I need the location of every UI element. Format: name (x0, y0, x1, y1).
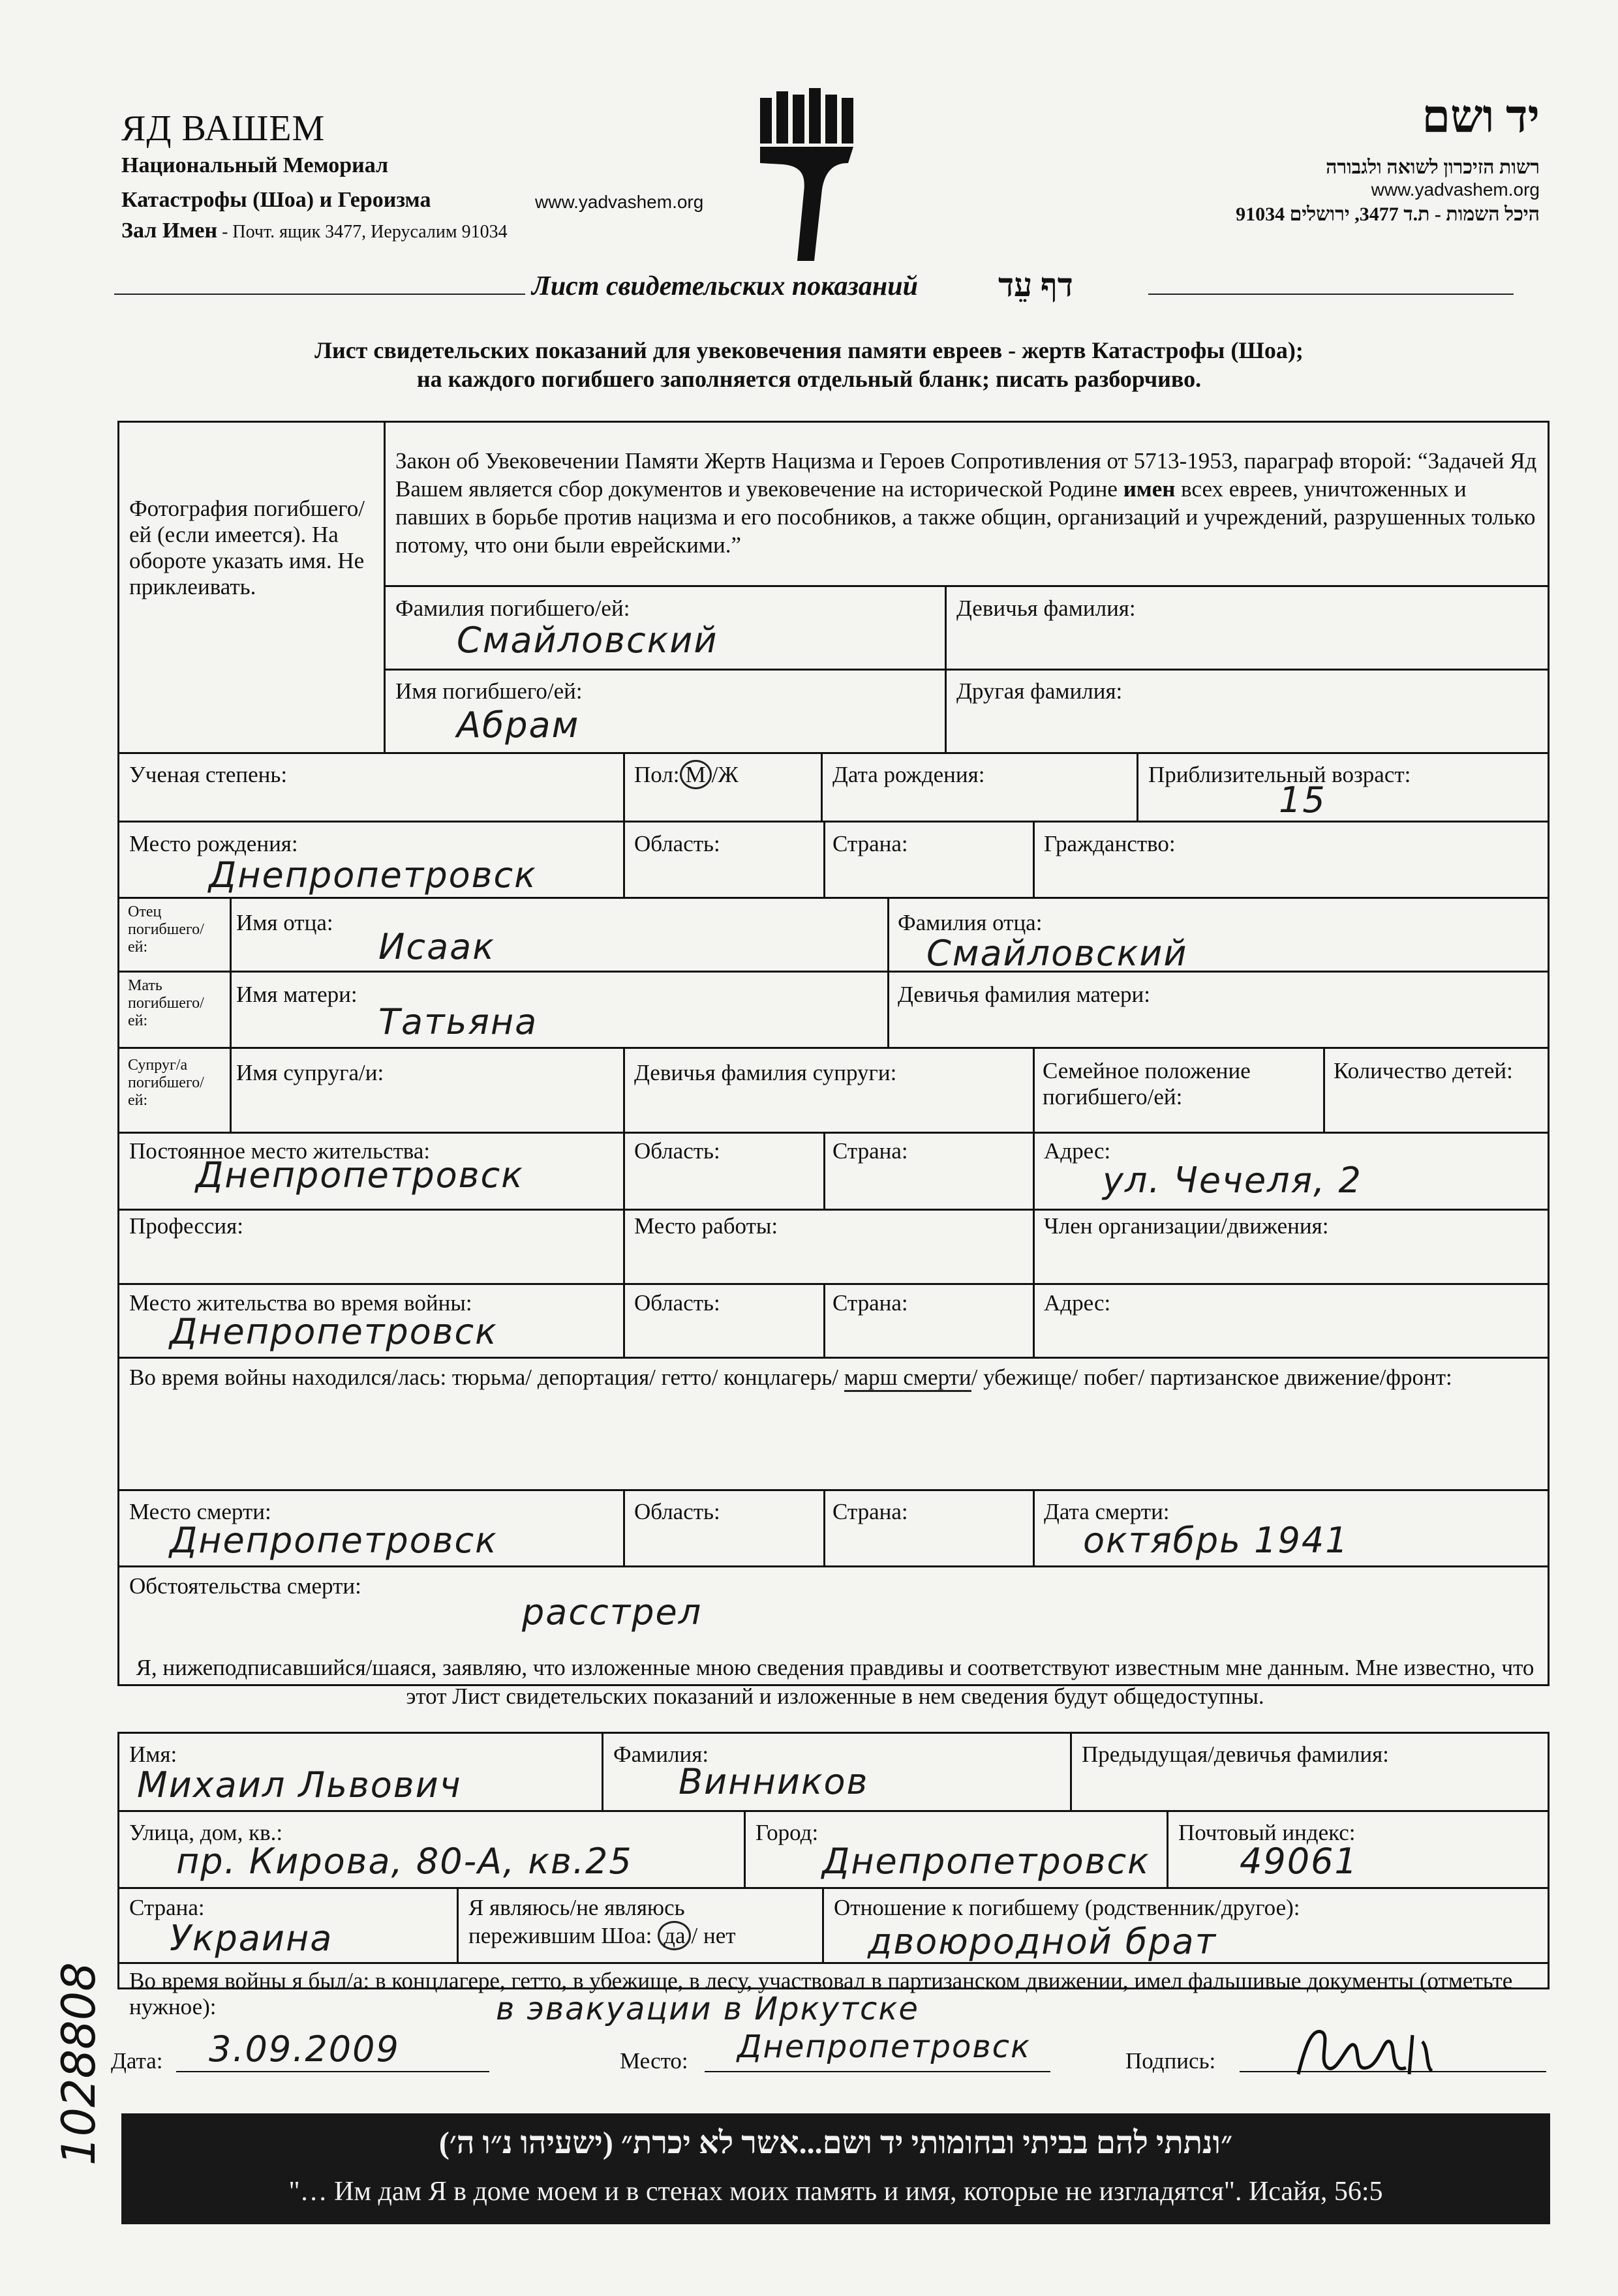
row-line (117, 1132, 1549, 1134)
survivor-text: пережившим Шоа: (468, 1923, 658, 1948)
label-date: Дата: (111, 2048, 163, 2074)
law-quote-bold: имен (1123, 476, 1176, 502)
col-line (744, 1810, 746, 1887)
law-quote-part2: всех евреев, уничтоженных и павших в борьбе против нацизма и его пособников, а также общин, организаций и учреждений, разрушенных только потому, что они были еврейскими.” (395, 476, 1536, 558)
place-underline (705, 2071, 1050, 2072)
label-mother-maiden: Девичья фамилия матери: (898, 982, 1150, 1007)
row-line (117, 1887, 1549, 1889)
header-line-holocaust: Катастрофы (Шоа) и Героизма (121, 188, 431, 212)
col-line (822, 1887, 824, 1962)
col-line (623, 1047, 625, 1132)
header-title-ru: ЯД ВАШЕМ (121, 108, 326, 149)
label-sex (634, 762, 739, 788)
war-status-marked: марш смерти (844, 1365, 971, 1392)
col-line (1033, 1283, 1035, 1357)
footer-quote-ru: "… Им дам Я в доме моем и в стенах моих память и имя, которые не изгладятся". Исайя, 56:5 (288, 2177, 1383, 2207)
row-line (384, 585, 1549, 587)
label-degree: Ученая степень: (129, 762, 288, 787)
col-line (823, 1489, 825, 1565)
value-death-circumstances: расстрел (522, 1592, 703, 1633)
header-title-he: יד ושם (1422, 92, 1540, 142)
label-submitter-zip: Почтовый индекс: (1178, 1820, 1356, 1845)
col-line (1137, 752, 1138, 821)
value-submitter-war-status: в эвакуации в Иркутске (496, 1991, 919, 2027)
victim-form-box (117, 421, 1549, 1686)
col-line (230, 897, 232, 1132)
row-line (117, 897, 1549, 899)
label-submitter-war-status: Во время войны я был/а: в концлагере, гетто, в убежище, в лесу, участвовал в партизанском движении, имел фальшивые документы (отметьте нужное): (129, 1968, 1513, 2019)
value-death-place: Днепропетровск (170, 1520, 498, 1561)
label-survivor-line-1: Я являюсь/не являюсь (468, 1895, 685, 1920)
value-date: 3.09.2009 (209, 2029, 400, 2070)
intro-line-2: на каждого погибшего заполняется отдельный бланк; писать разборчиво. (416, 366, 1202, 392)
col-line (1033, 1489, 1035, 1565)
signature-scribble (1292, 2022, 1442, 2087)
label-signature: Подпись: (1125, 2048, 1216, 2074)
col-line (457, 1887, 459, 1962)
row-line (117, 821, 1549, 823)
label-approx-age: Приблизительный возраст: (1148, 762, 1411, 787)
value-submitter-city: Днепропетровск (822, 1841, 1150, 1882)
label-birth-place: Место рождения: (129, 831, 298, 856)
value-residence: Днепропетровск (196, 1155, 524, 1196)
value-submitter-street: пр. Кирова, 80-А, кв.25 (176, 1841, 633, 1882)
label-war-residence: Место жительства во время войны: (129, 1290, 472, 1316)
value-place: Днепропетровск (737, 2029, 1031, 2065)
col-line (1033, 1047, 1035, 1132)
value-approx-age: 15 (1279, 779, 1326, 821)
label-war-status (129, 1365, 1538, 1391)
law-quote (395, 447, 1537, 559)
footer-quote-he: ״ונתתי להם בביתי ובחומותי יד ושם...אשר לא יכרת״ (ישעיהו נ״ו ה׳) (438, 2126, 1233, 2160)
law-quote-part1: Закон об Увековечении Памяти Жертв Нацизма и Героев Сопротивления от 5713-1953, параграф второй: “Задачей Яд Вашем является сбор документов и увековечение на исторической Родине (395, 448, 1537, 502)
form-title-he: דף עֵד (998, 267, 1073, 303)
label-organization-member: Член организации/движения: (1044, 1213, 1329, 1239)
header-line-he-address: היכל השמות - ת.ד 3477, ירושלים 91034 (1236, 204, 1540, 225)
value-father-surname: Смайловский (926, 933, 1188, 974)
col-line (823, 1132, 825, 1209)
label-father-surname: Фамилия отца: (898, 910, 1043, 935)
value-mother-name: Татьяна (378, 1001, 538, 1042)
sex-male-marked: М (680, 760, 712, 789)
label-citizenship: Гражданство: (1044, 831, 1176, 856)
yad-vashem-logo-icon (757, 85, 861, 267)
label-birth-country: Страна: (832, 831, 908, 856)
value-death-date: октябрь 1941 (1083, 1520, 1349, 1561)
label-death-date: Дата смерти: (1044, 1499, 1170, 1524)
header-url-he: www.yadvashem.org (1371, 179, 1540, 200)
label-spouse-maiden: Девичья фамилия супруги: (634, 1060, 897, 1085)
row-line (117, 1489, 1549, 1491)
value-submitter-name: Михаил Львович (137, 1764, 462, 1805)
col-line (384, 421, 386, 752)
label-residence-region: Область: (634, 1138, 720, 1164)
label-death-circumstances: Обстоятельства смерти: (129, 1573, 361, 1599)
label-surname: Фамилия погибшего/ей: (395, 596, 630, 621)
label-war-country: Страна: (832, 1290, 908, 1316)
row-line (117, 752, 1549, 754)
intro-line-1: Лист свидетельских показаний для увековечения памяти евреев - жертв Катастрофы (Шоа); (314, 337, 1304, 363)
sex-female: /Ж (711, 762, 739, 787)
row-line (117, 1962, 1549, 1964)
value-submitter-surname: Винников (679, 1761, 869, 1802)
value-father-name: Исаак (378, 926, 495, 967)
col-line (1323, 1047, 1325, 1132)
photo-note: Фотография погибшего/ей (если имеется). На обороте указать имя. Не приклеивать. (129, 496, 365, 599)
row-line (117, 971, 1549, 973)
label-submitter-surname: Фамилия: (613, 1742, 709, 1767)
col-line (1033, 1132, 1035, 1209)
header-hall-address: - Почт. ящик 3477, Иерусалим 91034 (217, 222, 508, 242)
label-sex-text: Пол: (634, 762, 680, 787)
row-line (117, 1357, 1549, 1359)
col-line (602, 1732, 603, 1810)
footer-banner (121, 2113, 1550, 2224)
label-marital-status: Семейное положение погибшего/ей: (1043, 1058, 1251, 1110)
row-line (117, 1047, 1549, 1049)
col-line (821, 752, 823, 821)
label-submitter-country: Страна: (129, 1895, 205, 1920)
col-line (623, 1489, 625, 1565)
header-url-ru: www.yadvashem.org (535, 192, 704, 212)
label-birth-region: Область: (634, 831, 720, 856)
col-line (823, 1283, 825, 1357)
label-place: Место: (620, 2048, 688, 2074)
label-residence: Постоянное место жительства: (129, 1138, 431, 1164)
title-rule-right (1148, 294, 1514, 295)
label-survivor-line-2 (468, 1923, 736, 1949)
war-status-options-1: Во время войны находился/лась: тюрьма/ депортация/ гетто/ концлагерь/ (129, 1365, 844, 1390)
label-first-name: Имя погибшего/ей: (395, 678, 583, 704)
value-birth-place: Днепропетровск (209, 854, 537, 896)
header-line-he-authority: רשות הזיכרון לשואה ולגבורה (1326, 157, 1540, 178)
label-submitter-previous-surname: Предыдущая/девичья фамилия: (1082, 1742, 1389, 1767)
label-submitter-city: Город: (756, 1820, 819, 1845)
row-line (117, 1810, 1549, 1812)
row-line (117, 1209, 1549, 1211)
side-record-number (52, 1962, 106, 2166)
label-relation: Отношение к погибшему (родственник/другое): (834, 1895, 1300, 1920)
label-mother-name: Имя матери: (236, 982, 358, 1007)
survivor-no: / нет (691, 1923, 736, 1948)
col-line (623, 752, 625, 821)
label-birth-date: Дата рождения: (832, 762, 985, 787)
row-line (117, 1283, 1549, 1285)
title-rule-left (114, 294, 525, 295)
label-father-side: Отец погибшего/ ей: (128, 903, 204, 956)
label-death-place: Место смерти: (129, 1499, 271, 1524)
label-war-region: Область: (634, 1290, 720, 1316)
label-workplace: Место работы: (634, 1213, 778, 1239)
value-relation: двоюродной брат (868, 1921, 1217, 1962)
row-line (117, 1565, 1549, 1567)
label-mother-side: Мать погибшего/ ей: (128, 977, 204, 1029)
value-residence-address: ул. Чечеля, 2 (1103, 1160, 1362, 1201)
row-line (384, 669, 1549, 671)
col-line (623, 821, 625, 897)
label-other-surname: Другая фамилия: (956, 678, 1123, 704)
label-submitter-name: Имя: (129, 1742, 177, 1767)
label-profession: Профессия: (129, 1213, 243, 1239)
label-war-address: Адрес: (1044, 1290, 1111, 1316)
col-line (945, 585, 947, 752)
col-line (887, 897, 889, 1047)
label-submitter-street: Улица, дом, кв.: (129, 1820, 283, 1845)
label-father-name: Имя отца: (236, 910, 333, 935)
survivor-yes-marked: да (658, 1921, 691, 1950)
header-line-memorial: Национальный Мемориал (121, 153, 389, 177)
col-line (1033, 1209, 1035, 1283)
label-spouse-name: Имя супруга/и: (236, 1060, 384, 1085)
form-title: Лист свидетельских показаний (532, 271, 918, 301)
value-first-name: Абрам (457, 704, 580, 746)
value-submitter-zip: 49061 (1240, 1841, 1358, 1882)
label-spouse-side: Супруг/а погибшего/ ей: (128, 1057, 204, 1109)
label-death-country: Страна: (832, 1499, 908, 1524)
declaration-text: Я, нижеподписавшийся/шаяся, заявляю, что изложенные мною сведения правдивы и соответствуют известным мне данным. Мне известно, что этот Лист свидетельских показаний и изложенные в нем сведения будут общедоступны. (136, 1655, 1534, 1709)
col-line (823, 821, 825, 897)
war-status-options-2: / убежище/ побег/ партизанское движение/фронт: (971, 1365, 1452, 1390)
label-maiden-name: Девичья фамилия: (956, 596, 1136, 621)
col-line (1070, 1732, 1072, 1810)
side-record-number-text: 1028808 (52, 1962, 106, 2166)
col-line (623, 1132, 625, 1357)
label-children-count: Количество детей: (1334, 1058, 1513, 1083)
col-line (1033, 821, 1035, 897)
label-residence-country: Страна: (832, 1138, 908, 1164)
col-line (1167, 1810, 1168, 1887)
date-underline (176, 2071, 489, 2072)
value-war-residence: Днепропетровск (170, 1311, 498, 1352)
header-line-hall (121, 219, 508, 243)
label-death-region: Область: (634, 1499, 720, 1524)
label-residence-address: Адрес: (1044, 1138, 1111, 1164)
value-submitter-country: Украина (170, 1918, 333, 1959)
header-hall-name: Зал Имен (121, 219, 218, 243)
form-intro (130, 336, 1488, 393)
value-surname: Смайловский (457, 620, 718, 661)
